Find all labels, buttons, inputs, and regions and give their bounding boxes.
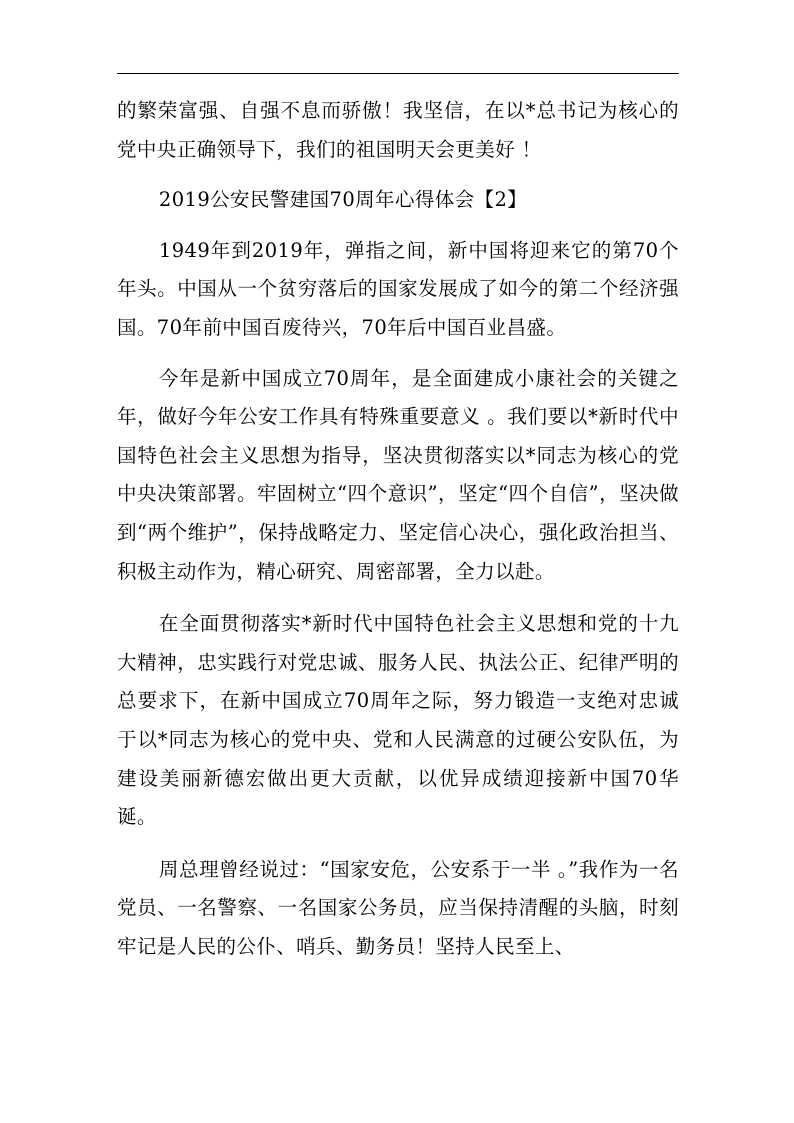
paragraph: 今年是新中国成立70周年，是全面建成小康社会的关键之年，做好今年公安工作具有特殊重要意义 。我们要以*新时代中国特色社会主义思想为指导，坚决贯彻落实以*同志为核心的党中央决策部署。牢固树立“四个意识”，坚定“四个自信”，坚决做到“两个维护”，保持战略定力、坚定信心决心，强化政治担当、积极主动作为，精心研究、周密部署，全力以赴。 bbox=[117, 366, 679, 583]
paragraph: 在全面贯彻落实*新时代中国特色社会主义思想和党的十九大精神，忠实践行对党忠诚、服务人民、执法公正、纪律严明的总要求下，在新中国成立70周年之际，努力锻造一支绝对忠诚于以*同志为核心的党中央、党和人民满意的过硬公安队伍，为建设美丽新德宏做出更大贡献，以优异成绩迎接新中国70华诞。 bbox=[117, 612, 679, 829]
paragraph: 周总理曾经说过：“国家安危，公安系于一半 。”我作为一名党员、一名警察、一名国家公务员，应当保持清醒的头脑，时刻牢记是人民的公仆、哨兵、勤务员！坚持人民至上、 bbox=[117, 857, 679, 958]
paragraph-continuation: 的繁荣富强、自强不息而骄傲！我坚信，在以*总书记为核心的党中央正确领导下，我们的祖国明天会更美好 ！ bbox=[117, 99, 679, 161]
header-rule bbox=[117, 73, 679, 74]
section-heading: 2019公安民警建国70周年心得体会【2】 bbox=[158, 188, 528, 212]
document-body bbox=[117, 92, 679, 966]
paragraph: 1949年到2019年，弹指之间，新中国将迎来它的第70个年头。中国从一个贫穷落后的国家发展成了如今的第二个经济强国。70年前中国百废待兴，70年后中国百业昌盛。 bbox=[117, 238, 679, 339]
